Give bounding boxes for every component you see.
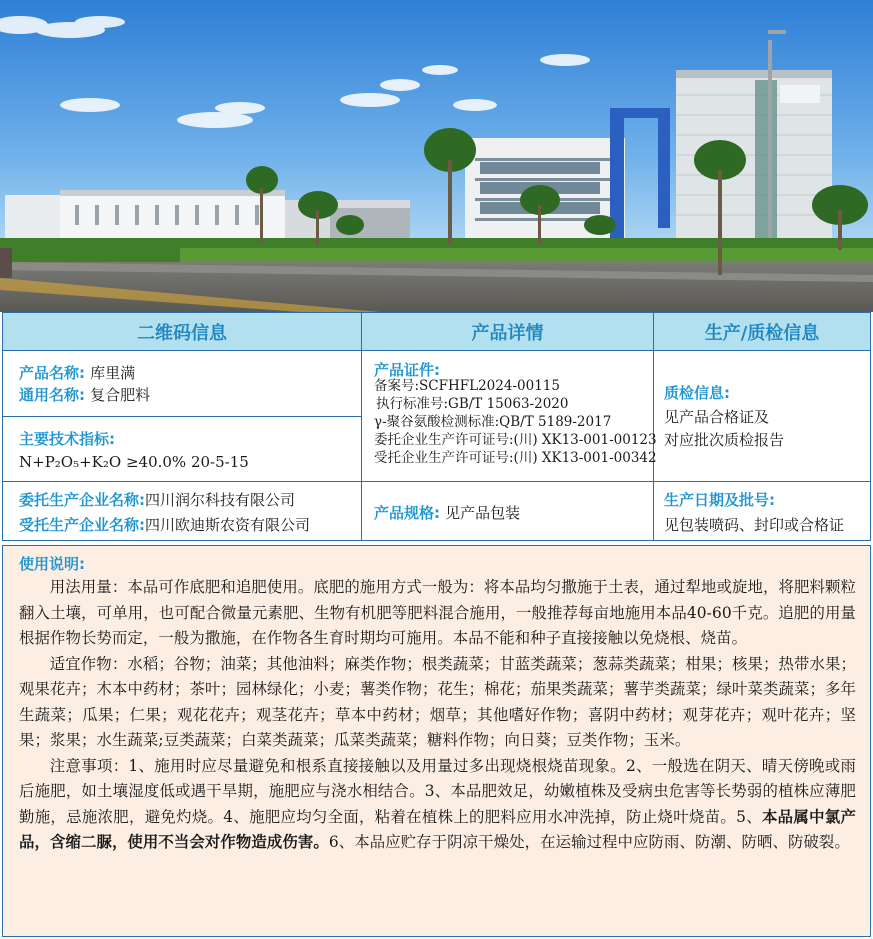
company-cell	[3, 482, 362, 540]
size-label: 产品规格:	[374, 504, 440, 522]
usage-notes-text: 注意事项：1、施用时应尽量避免和根系直接接触以及用量过多出现烧根烧苗现象。2、一般选在阴天、晴天傍晚或雨后施肥，如土壤湿度低或遇干旱期，施肥应与浇水相结合。3、本品肥效足，幼嫩植株及受病虫危害等长势弱的植株应薄肥勤施，忌施浓肥，避免灼烧。4、施肥应均匀全面，粘着在植株上的肥料应用水冲洗掉，防止烧叶烧苗。5、	[19, 756, 856, 826]
header-production-quality: 生产/质检信息	[654, 313, 870, 351]
entrust-company-value: 四川润尔科技有限公司	[145, 491, 296, 509]
product-name-value: 库里满	[90, 364, 136, 382]
accept-license: 受托企业生产许可证号:(川) XK13-001-00342	[374, 450, 657, 466]
entrust-license: 委托企业生产许可证号:(川) XK13-001-00123	[374, 432, 657, 448]
common-name-label: 通用名称:	[19, 386, 85, 404]
pga-standard: γ-聚谷氨酸检测标准:QB/T 5189-2017	[374, 414, 612, 430]
common-name-value: 复合肥料	[90, 386, 151, 404]
record-number: 备案号:SCFHFL2024-00115	[374, 378, 560, 394]
quality-line-2: 对应批次质检报告	[664, 431, 785, 449]
accept-company-label: 受托生产企业名称:	[19, 516, 145, 534]
certificate-label: 产品证件:	[374, 361, 440, 379]
date-label: 生产日期及批号:	[664, 491, 775, 509]
usage-crops-paragraph: 适宜作物：水稻；谷物；油菜；其他油料；麻类作物；根类蔬菜；甘蓝类蔬菜；葱蒜类蔬菜；柑果；核果；热带水果；观果花卉；木本中药材；茶叶；园林绿化；小麦；薯类作物；花生；棉花；茄果类蔬菜；薯芋类蔬菜；绿叶菜类蔬菜；多年生蔬菜；瓜果；仁果；观花花卉；观茎花卉；草本中药材；烟草；其他嗜好作物；喜阴中药材；观芽花卉；观叶花卉；坚果；浆果；水生蔬菜;豆类蔬菜；白菜类蔬菜；瓜菜类蔬菜；糖料作物；向日葵；豆类作物；玉米。	[19, 654, 856, 749]
chlorine-warning: 本品属中氯产品，含缩二脲，使用不当会对作物造成伤害。	[19, 807, 856, 851]
standard-number: 执行标准号:GB/T 15063-2020	[376, 396, 569, 412]
entrust-company-label: 委托生产企业名称:	[19, 491, 145, 509]
product-name-cell	[3, 351, 362, 417]
spec-cell	[3, 417, 362, 482]
date-cell	[654, 482, 870, 540]
info-table	[2, 312, 871, 541]
factory-scene	[0, 0, 873, 312]
quality-label: 质检信息:	[664, 384, 730, 402]
certificate-cell	[362, 351, 657, 482]
quality-line-1: 见产品合格证及	[664, 408, 770, 426]
spec-value: N+P₂O₅+K₂O ≥40.0% 20-5-15	[19, 453, 249, 471]
storage-note: 6、本品应贮存于阴凉干燥处，在运输过程中应防雨、防潮、防晒、防破裂。	[328, 833, 850, 851]
usage-instructions	[2, 545, 871, 937]
quality-cell	[654, 351, 870, 482]
spec-label: 主要技术指标:	[19, 430, 115, 448]
usage-dosage-paragraph: 用法用量：本品可作底肥和追肥使用。底肥的施用方式一般为：将本品均匀撒施于土表，通过犁地或旋地，将肥料颗粒翻入土壤，可单用，也可配合微量元素肥、生物有机肥等肥料混合施用，一般推荐每亩地施用本品40-60千克。追肥的用量根据作物长势而定，一般为撒施，在作物各生育时期均可施用。本品不能和种子直接接触以免烧根、烧苗。	[19, 578, 856, 647]
product-name-label: 产品名称:	[19, 364, 85, 382]
size-value: 见产品包装	[445, 504, 521, 522]
header-product-details: 产品详情	[362, 313, 654, 351]
date-value: 见包装喷码、封印或合格证	[664, 516, 845, 534]
usage-notes-paragraph	[19, 754, 856, 856]
factory-photo	[0, 0, 873, 312]
size-cell	[362, 482, 654, 540]
usage-title: 使用说明:	[19, 555, 85, 573]
accept-company-value: 四川欧迪斯农资有限公司	[145, 516, 311, 534]
header-qr-info: 二维码信息	[3, 313, 362, 351]
